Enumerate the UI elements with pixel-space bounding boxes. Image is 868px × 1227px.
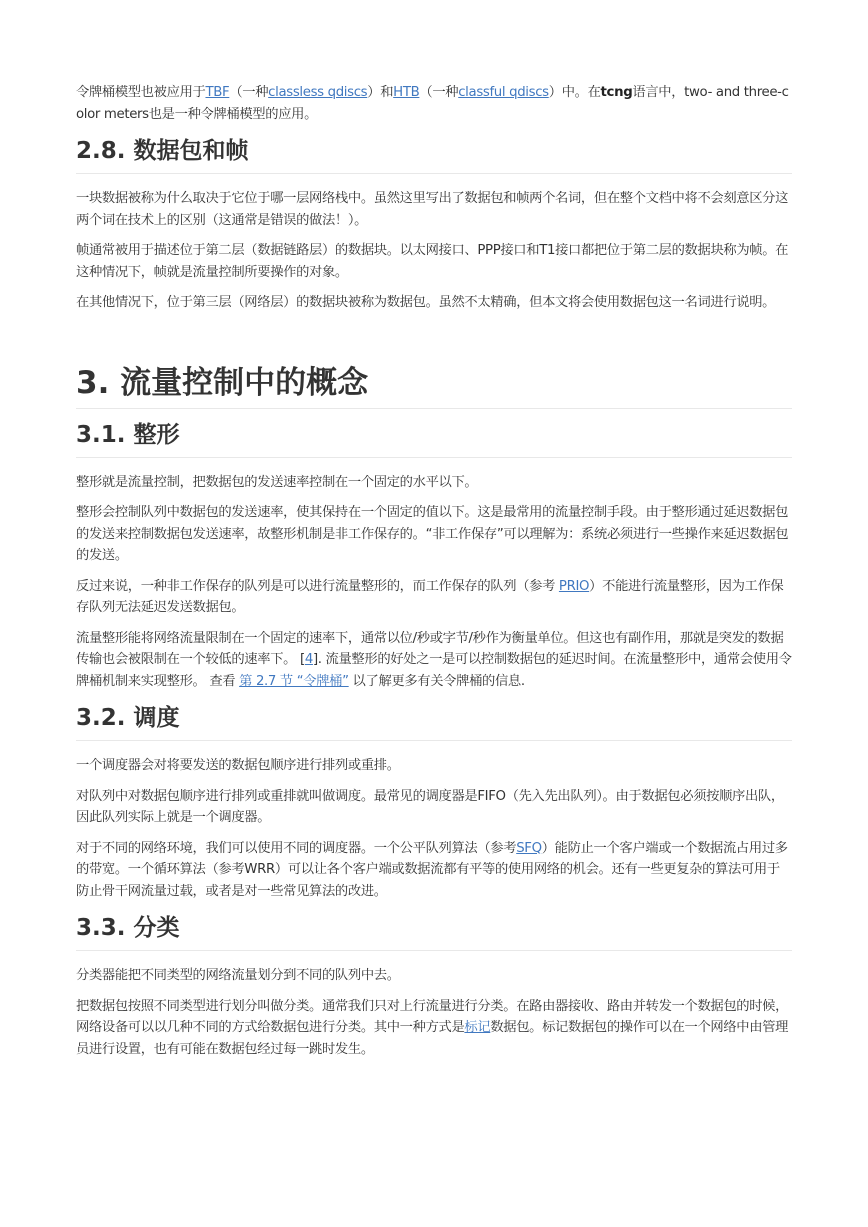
section-3-1-paragraph-3 [76, 576, 792, 619]
section-3-1-paragraph-2: 整形会控制队列中数据包的发送速率，使其保持在一个固定的值以下。这是最常用的流量控制手段。由于整形通过延迟数据包的发送来控制数据包发送速率，故整形机制是非工作保存的。“非工作保存”可以理解为：系统必须进行一些操作来延迟数据包的发送。 [76, 505, 789, 563]
chapter-3-heading: 3. 流量控制中的概念 [76, 364, 792, 409]
classful-qdiscs-link[interactable]: classful qdiscs [458, 85, 549, 100]
section-3-3-paragraph-1: 分类器能把不同类型的网络流量划分到不同的队列中去。 [76, 968, 400, 983]
text: 把数据包按照不同类型进行划分叫做分类。通常我们只对上行流量进行分类。在路由器接收、路由并转发一个数据包的时候，网络设备可以以几种不同的方式给数据包进行分类。其中一种方式是 [76, 998, 789, 1035]
text: 对于不同的网络环境，我们可以使用不同的调度器。一个公平队列算法（参考 [76, 840, 517, 856]
tcng-keyword: tcng [600, 85, 633, 100]
text: ）能防止一个客户端或一个数据流占用过多的带宽。一个循环算法（参考WRR）可以让各个客户端或数据流都有平等的使用网络的机会。还有一些更复杂的算法可用于防止骨干网流量过载，或者是对一些常见算法的改进。 [76, 840, 788, 899]
section-3-3-paragraph-2 [76, 996, 792, 1061]
htb-link[interactable]: HTB [393, 85, 420, 100]
section-3-1-heading: 3.1. 整形 [76, 421, 792, 458]
prio-link[interactable]: PRIO [558, 578, 590, 594]
text: 以了解更多有关令牌桶的信息. [348, 673, 525, 689]
text: ]. 流量整形的好处之一是可以控制数据包的延迟时间。在流量整形中，通常会使用令牌桶机制来实现整形。 查看 [76, 652, 792, 689]
tbf-link[interactable]: TBF [205, 85, 230, 100]
classless-qdiscs-link[interactable]: classless qdiscs [268, 85, 368, 100]
section-2-7-link[interactable]: 第 2.7 节 “令牌桶” [239, 673, 349, 689]
text: 数据包。标记数据包的操作可以在一个网络中由管理员进行设置，也有可能在数据包经过每一跳时发生。 [76, 1020, 789, 1057]
text: ）不能进行流量整形，因为工作保存队列无法延迟发送数据包。 [76, 578, 784, 615]
intro-paragraph [76, 82, 792, 125]
text: 令牌桶模型也被应用于 [76, 85, 206, 100]
section-3-2-paragraph-2: 对队列中对数据包顺序进行排列或重排就叫做调度。最常见的调度器是FIFO（先入先出队列）。由于数据包必须按顺序出队，因此队列实际上就是一个调度器。 [76, 788, 784, 825]
text: 反过来说，一种非工作保存的队列是可以进行流量整形的，而工作保存的队列（参考 [76, 578, 559, 594]
text: ）和 [367, 85, 394, 100]
text: （一种 [419, 85, 459, 100]
section-3-3-heading: 3.3. 分类 [76, 914, 792, 951]
text: ）中。在 [548, 85, 601, 100]
section-2-8-heading: 2.8. 数据包和帧 [76, 137, 792, 174]
mark-link[interactable]: 标记 [464, 1020, 491, 1035]
section-3-1-paragraph-4 [76, 628, 792, 693]
text: 语言中，two- and three-color meters也是一种令牌桶模型的应用。 [76, 85, 789, 122]
text: 流量整形能将网络流量限制在一个固定的速率下，通常以位/秒或字节/秒作为衡量单位。但这也有副作用，那就是突发的数据传输也会被限制在一个较低的速率下。 [ [76, 630, 784, 667]
footnote-4-link[interactable]: 4 [304, 652, 313, 667]
sfq-link[interactable]: SFQ [516, 840, 542, 856]
section-3-2-heading: 3.2. 调度 [76, 704, 792, 741]
section-2-8-paragraph-3: 在其他情况下，位于第三层（网络层）的数据块被称为数据包。虽然不太精确，但本文将会使用数据包这一名词进行说明。 [76, 295, 776, 310]
section-3-1-paragraph-1: 整形就是流量控制，把数据包的发送速率控制在一个固定的水平以下。 [76, 474, 478, 490]
section-2-8-paragraph-2: 帧通常被用于描述位于第二层（数据链路层）的数据块。以太网接口、PPP接口和T1接口都把位于第二层的数据块称为帧。在这种情况下，帧就是流量控制所要操作的对象。 [76, 243, 789, 280]
section-2-8-paragraph-1: 一块数据被称为什么取决于它位于哪一层网络栈中。虽然这里写出了数据包和帧两个名词，但在整个文档中将不会刻意区分这两个词在技术上的区别（这通常是错误的做法！）。 [76, 191, 789, 228]
section-3-2-paragraph-3 [76, 838, 792, 903]
document-page [76, 82, 792, 1069]
section-3-2-paragraph-1: 一个调度器会对将要发送的数据包顺序进行排列或重排。 [76, 758, 400, 773]
text: （一种 [229, 85, 269, 100]
